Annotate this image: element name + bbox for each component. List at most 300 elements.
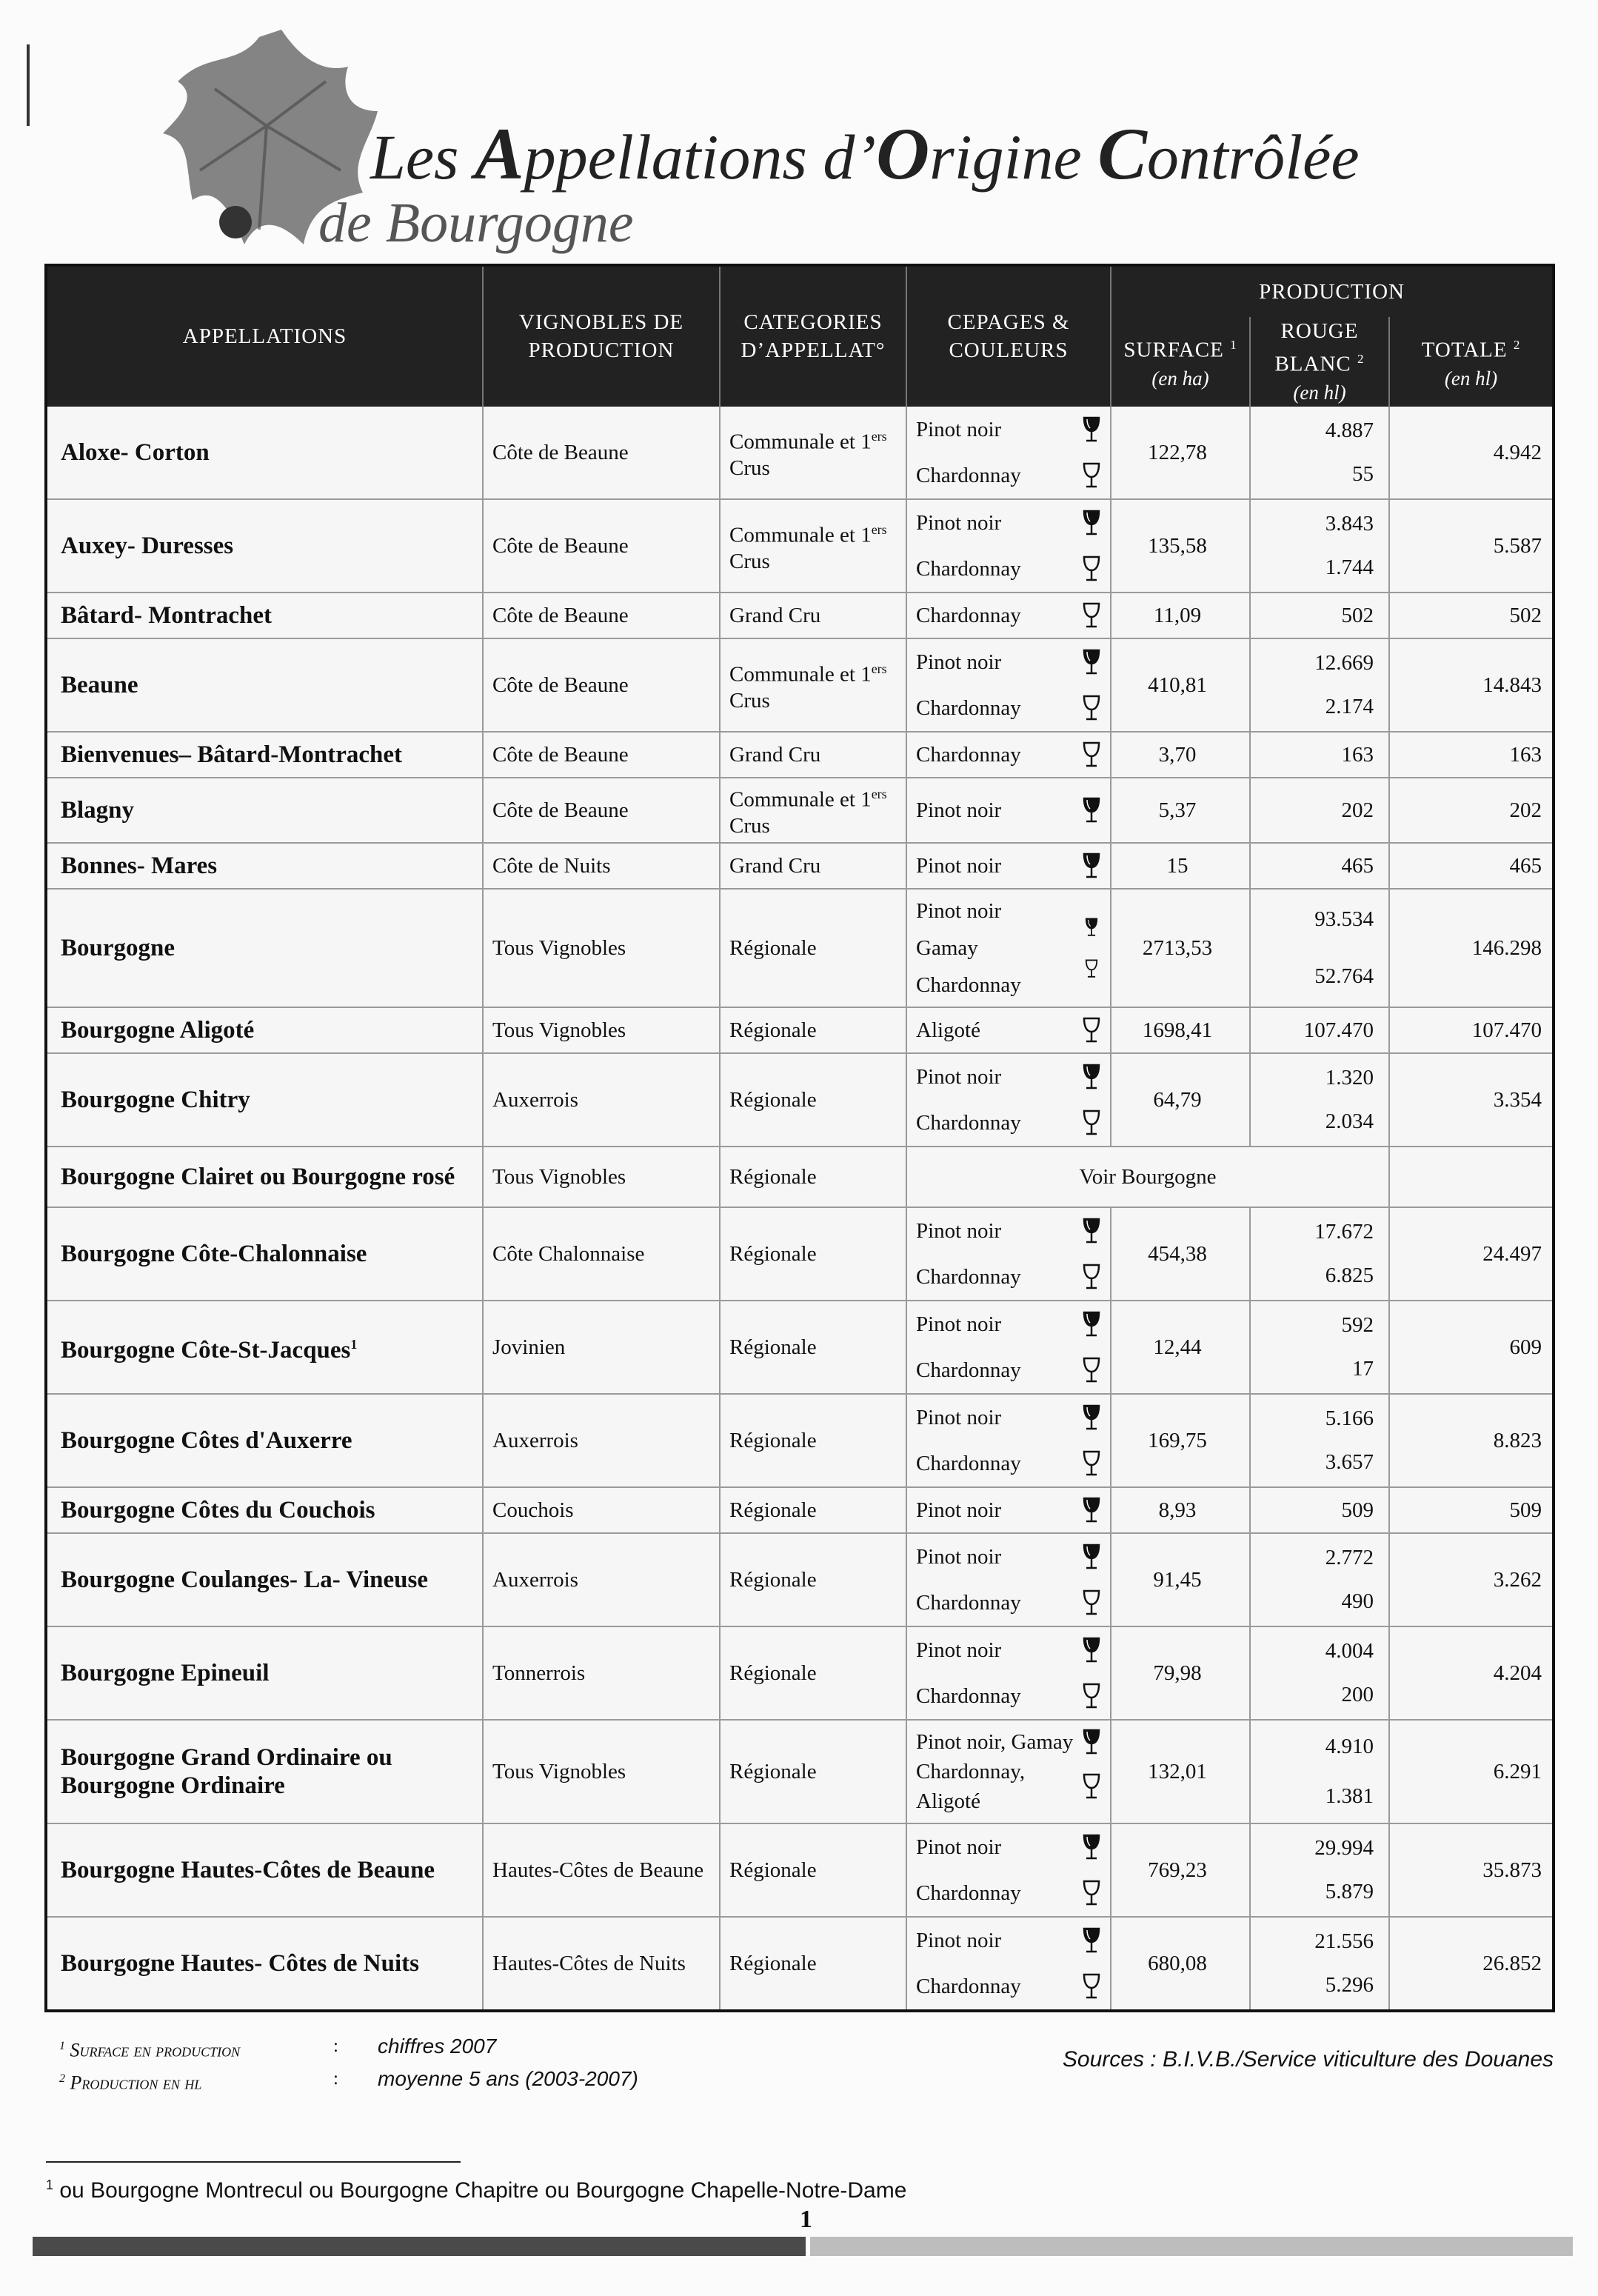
total-cell: 502 <box>1389 593 1554 638</box>
table-row <box>46 1207 1554 1301</box>
appellation-name: Bourgogne Côtes d'Auxerre <box>61 1426 352 1454</box>
cepage-name: Pinot noir <box>916 1544 1002 1569</box>
production-value: 55 <box>1352 462 1374 487</box>
production-cell <box>1250 1487 1389 1533</box>
appellation-name: Bourgogne Côte-St-Jacques <box>61 1336 351 1364</box>
surface-cell: 135,58 <box>1111 499 1250 593</box>
surface-cell: 79,98 <box>1111 1626 1250 1720</box>
cepage-name: Pinot noir <box>916 1405 1002 1429</box>
production-value: 502 <box>1341 603 1374 627</box>
surface-cell: 132,01 <box>1111 1720 1250 1823</box>
vignoble-cell: Auxerrois <box>483 1533 720 1626</box>
appellation-cell <box>46 778 483 843</box>
category-text: Crus <box>729 689 770 713</box>
total-cell: 465 <box>1389 843 1554 889</box>
cepage-line <box>916 1100 1101 1146</box>
total-cell: 609 <box>1389 1301 1554 1394</box>
header-totale: TOTALE $^2$ (en hl) <box>1389 317 1554 407</box>
cepage-cell <box>906 1053 1111 1147</box>
appellation-name: Bourgogne Epineuil <box>61 1659 270 1686</box>
red-wine-glass-icon <box>1082 1637 1101 1663</box>
vignoble-cell: Côte de Beaune <box>483 593 720 638</box>
vignoble-cell: Auxerrois <box>483 1394 720 1487</box>
appellation-name: Bourgogne Côtes du Couchois <box>61 1496 375 1524</box>
white-wine-glass-icon <box>1082 1109 1101 1136</box>
cepage-name: Pinot noir, Gamay <box>916 1729 1074 1754</box>
appellation-cell <box>46 593 483 638</box>
cepage-line <box>916 1870 1101 1916</box>
white-wine-glass-icon <box>1082 1357 1101 1384</box>
cepage-name: Pinot noir <box>916 1218 1002 1243</box>
total-cell: 4.942 <box>1389 407 1554 499</box>
cepage-line <box>916 1009 1101 1051</box>
cepage-list <box>916 892 1021 1004</box>
table-row <box>46 638 1554 732</box>
category-text: 1 <box>860 523 872 547</box>
production-cell <box>1250 1207 1389 1301</box>
cepage-cell <box>906 638 1111 732</box>
white-wine-glass-icon <box>1082 462 1101 489</box>
vignoble-cell: Côte Chalonnaise <box>483 1207 720 1301</box>
cepage-line <box>916 639 1101 685</box>
production-value: 17.672 <box>1314 1220 1374 1244</box>
red-wine-glass-icon <box>1082 649 1101 675</box>
category-cell: Grand Cru <box>720 593 906 638</box>
category-text: 1 <box>860 430 872 454</box>
white-wine-glass-icon <box>1082 1589 1101 1616</box>
cepage-name: Pinot noir <box>916 853 1002 878</box>
cepage-line <box>916 546 1101 592</box>
appellation-name: Bourgogne Chitry <box>61 1086 250 1113</box>
production-cell <box>1250 889 1389 1007</box>
appellation-name: Bâtard- Montrachet <box>61 601 273 629</box>
page-subtitle: de Bourgogne <box>318 192 634 254</box>
white-wine-glass-icon <box>1082 1773 1101 1800</box>
cepage-name: Chardonnay, Aligoté <box>916 1759 1026 1813</box>
table-row <box>46 1007 1554 1053</box>
white-wine-glass-icon <box>1082 959 1101 978</box>
category-cell: Régionale <box>720 1147 906 1207</box>
cepage-line <box>916 1627 1101 1673</box>
cepage-line <box>916 1489 1101 1531</box>
cepage-name: Chardonnay <box>916 695 1021 720</box>
cepage-cell <box>906 499 1111 593</box>
vignoble-cell: Côte de Beaune <box>483 407 720 499</box>
header-appellations: APPELLATIONS <box>46 265 483 407</box>
cepage-name: Pinot noir <box>916 798 1002 822</box>
cepage-line <box>916 500 1101 546</box>
appellation-cell <box>46 1823 483 1917</box>
cepage-cell <box>906 1626 1111 1720</box>
surface-cell: 64,79 <box>1111 1053 1250 1147</box>
cepage-line <box>916 1347 1101 1393</box>
surface-cell: 454,38 <box>1111 1207 1250 1301</box>
cepage-line <box>916 1580 1101 1626</box>
production-value: 4.910 <box>1325 1735 1374 1759</box>
cepage-cell <box>906 889 1111 1007</box>
white-wine-glass-icon <box>1082 1264 1101 1290</box>
cepage-name: Chardonnay <box>916 972 1021 997</box>
category-cell: Régionale <box>720 1301 906 1394</box>
cepage-line <box>916 685 1101 731</box>
cepage-line <box>916 1757 1101 1816</box>
table-row <box>46 732 1554 778</box>
appellation-cell <box>46 407 483 499</box>
table-row <box>46 1394 1554 1487</box>
table-row <box>46 889 1554 1007</box>
white-wine-glass-icon <box>1082 1880 1101 1906</box>
cepage-cell <box>906 1301 1111 1394</box>
cepage-cell <box>906 407 1111 499</box>
table-row <box>46 1533 1554 1626</box>
cepage-name: Pinot noir <box>916 417 1002 441</box>
appellation-cell <box>46 499 483 593</box>
note-production: $^2$ Production en hl : moyenne 5 ans (2003-2007) <box>59 2066 638 2094</box>
appellation-cell <box>46 1053 483 1147</box>
cepage-line <box>916 1727 1101 1757</box>
surface-cell: 91,45 <box>1111 1533 1250 1626</box>
appellation-cell <box>46 638 483 732</box>
total-cell: 14.843 <box>1389 638 1554 732</box>
surface-cell: 2713,53 <box>1111 889 1250 1007</box>
surface-cell: 1698,41 <box>1111 1007 1250 1053</box>
production-value: 52.764 <box>1314 964 1374 989</box>
red-wine-glass-icon <box>1082 1834 1101 1861</box>
cepage-cell <box>906 778 1111 843</box>
appellation-name: Beaune <box>61 671 138 698</box>
margin-mark <box>27 44 30 126</box>
total-cell: 35.873 <box>1389 1823 1554 1917</box>
category-text: Crus <box>729 550 770 574</box>
category-cell <box>720 778 906 843</box>
category-cell: Régionale <box>720 1007 906 1053</box>
sources: Sources : B.I.V.B./Service viticulture des Douanes <box>1062 2047 1554 2072</box>
production-value: 509 <box>1341 1498 1374 1522</box>
production-value: 5.879 <box>1325 1880 1374 1904</box>
category-text: Crus <box>729 456 770 481</box>
total-cell: 4.204 <box>1389 1626 1554 1720</box>
appellation-name: Bourgogne Grand Ordinaire ou Bourgogne Ordinaire <box>61 1743 392 1799</box>
category-cell <box>720 407 906 499</box>
appellation-name: Bourgogne Hautes-Côtes de Beaune <box>61 1856 435 1883</box>
production-value: 202 <box>1341 798 1374 822</box>
appellation-name: Bonnes- Mares <box>61 852 218 879</box>
cepage-name: Pinot noir <box>916 1928 1002 1952</box>
cepage-line <box>916 734 1101 775</box>
production-value: 2.034 <box>1325 1109 1374 1134</box>
footnote-divider <box>46 2161 461 2163</box>
production-value: 12.669 <box>1314 651 1374 675</box>
cepage-cell <box>906 732 1111 778</box>
category-cell: Régionale <box>720 1823 906 1917</box>
white-wine-glass-icon <box>1082 555 1101 582</box>
white-wine-glass-icon <box>1082 1017 1101 1044</box>
note-surface: $^1$ Surface en production : chiffres 2007 <box>59 2035 497 2061</box>
category-cell: Régionale <box>720 889 906 1007</box>
red-wine-glass-icon <box>1082 416 1101 443</box>
appellation-cell <box>46 1147 483 1207</box>
cepage-line <box>916 1534 1101 1580</box>
appellation-cell <box>46 1007 483 1053</box>
vignoble-cell: Couchois <box>483 1487 720 1533</box>
production-cell <box>1250 1823 1389 1917</box>
vignoble-cell: Côte de Beaune <box>483 778 720 843</box>
red-wine-glass-icon <box>1082 1497 1101 1524</box>
production-cell <box>1250 1917 1389 2011</box>
cepage-cell <box>906 1720 1111 1823</box>
category-sup: ers <box>871 521 887 537</box>
page-title: Les Appellations d’Origine Contrôlée <box>370 113 1360 195</box>
table-row <box>46 843 1554 889</box>
table-row <box>46 1147 1554 1207</box>
category-text: 1 <box>860 662 872 687</box>
production-cell <box>1250 1626 1389 1720</box>
white-wine-glass-icon <box>1082 1450 1101 1477</box>
page-number: 1 <box>800 2206 812 2233</box>
appellation-name: Bourgogne <box>61 934 175 961</box>
appellation-name: Auxey- Duresses <box>61 532 234 559</box>
header-categories: CATEGORIES D’APPELLAT° <box>720 265 906 407</box>
appellation-cell <box>46 1207 483 1301</box>
cepage-name: Chardonnay <box>916 1683 1021 1708</box>
production-value: 5.296 <box>1325 1973 1374 1998</box>
cepage-name: Pinot noir <box>916 1498 1002 1522</box>
cepage-name: Pinot noir <box>916 1835 1002 1859</box>
cepage-line <box>916 1054 1101 1100</box>
total-cell: 3.262 <box>1389 1533 1554 1626</box>
appellation-cell <box>46 1487 483 1533</box>
cepage-name: Gamay <box>916 935 978 960</box>
category-text: Communale et <box>729 430 861 454</box>
category-cell: Régionale <box>720 1626 906 1720</box>
cepage-cell <box>906 1823 1111 1917</box>
red-wine-glass-icon <box>1082 1064 1101 1090</box>
cepage-name: Pinot noir <box>916 1064 1002 1089</box>
cepage-name: Chardonnay <box>916 463 1021 487</box>
cepage-line <box>916 1395 1101 1441</box>
appellation-name: Bourgogne Coulanges- La- Vineuse <box>61 1566 428 1593</box>
appellation-name: Bourgogne Aligoté <box>61 1016 255 1044</box>
category-text: Crus <box>729 814 770 838</box>
surface-cell: 769,23 <box>1111 1823 1250 1917</box>
cepage-name: Chardonnay <box>916 603 1021 627</box>
surface-cell: 122,78 <box>1111 407 1250 499</box>
production-cell <box>1250 638 1389 732</box>
voir-cell: Voir Bourgogne <box>906 1147 1389 1207</box>
vignoble-cell: Côte de Beaune <box>483 499 720 593</box>
category-cell: Régionale <box>720 1394 906 1487</box>
surface-cell: 8,93 <box>1111 1487 1250 1533</box>
cepage-line <box>916 845 1101 887</box>
production-value: 163 <box>1341 742 1374 767</box>
white-wine-glass-icon <box>1082 1973 1101 2000</box>
cepage-cell <box>906 1394 1111 1487</box>
total-cell: 146.298 <box>1389 889 1554 1007</box>
cepage-name: Chardonnay <box>916 1974 1021 1998</box>
production-value: 29.994 <box>1314 1836 1374 1861</box>
production-value: 2.772 <box>1325 1546 1374 1570</box>
production-value: 3.843 <box>1325 512 1374 536</box>
cepage-line <box>916 1254 1101 1300</box>
header-vignobles: VIGNOBLES DE PRODUCTION <box>483 265 720 407</box>
surface-cell: 169,75 <box>1111 1394 1250 1487</box>
category-cell: Régionale <box>720 1533 906 1626</box>
appellation-name: Bienvenues– Bâtard-Montrachet <box>61 741 403 768</box>
red-wine-glass-icon <box>1082 1729 1101 1755</box>
production-value: 21.556 <box>1314 1929 1374 1954</box>
production-cell <box>1250 593 1389 638</box>
production-value: 5.166 <box>1325 1406 1374 1431</box>
category-cell: Régionale <box>720 1053 906 1147</box>
cepage-line <box>916 1441 1101 1486</box>
category-cell: Grand Cru <box>720 732 906 778</box>
total-cell: 163 <box>1389 732 1554 778</box>
table-row <box>46 1720 1554 1823</box>
cepage-line <box>916 1301 1101 1347</box>
cepage-name: Pinot noir <box>916 510 1002 535</box>
table-row <box>46 499 1554 593</box>
cepage-name: Chardonnay <box>916 742 1021 767</box>
cepage-line <box>916 595 1101 636</box>
red-wine-glass-icon <box>1082 510 1101 536</box>
cepage-cell <box>906 843 1111 889</box>
appellation-cell <box>46 1394 483 1487</box>
table-row <box>46 1487 1554 1533</box>
footnote-ref: 1 <box>350 1336 358 1352</box>
appellation-cell <box>46 1720 483 1823</box>
production-value: 107.470 <box>1303 1018 1374 1042</box>
cepage-name: Pinot noir <box>916 1638 1002 1662</box>
vignoble-cell: Tous Vignobles <box>483 1720 720 1823</box>
red-wine-glass-icon <box>1082 918 1101 937</box>
appellation-cell <box>46 1533 483 1626</box>
red-wine-glass-icon <box>1082 1311 1101 1338</box>
surface-cell: 3,70 <box>1111 732 1250 778</box>
cepage-cell <box>906 1007 1111 1053</box>
appellation-cell <box>46 843 483 889</box>
surface-cell: 15 <box>1111 843 1250 889</box>
production-cell <box>1250 843 1389 889</box>
table-row <box>46 778 1554 843</box>
production-cell <box>1250 778 1389 843</box>
surface-cell: 5,37 <box>1111 778 1250 843</box>
total-cell: 24.497 <box>1389 1207 1554 1301</box>
production-value: 465 <box>1341 853 1374 878</box>
production-value: 4.887 <box>1325 418 1374 443</box>
header-surface: SURFACE $^1$ (en ha) <box>1111 317 1250 407</box>
total-cell: 202 <box>1389 778 1554 843</box>
surface-cell: 11,09 <box>1111 593 1250 638</box>
vignoble-cell: Côte de Beaune <box>483 638 720 732</box>
production-value: 1.381 <box>1325 1784 1374 1809</box>
cepage-cell <box>906 1487 1111 1533</box>
category-cell: Régionale <box>720 1917 906 2011</box>
production-cell <box>1250 1394 1389 1487</box>
surface-cell: 12,44 <box>1111 1301 1250 1394</box>
header-production: PRODUCTION <box>1111 265 1554 317</box>
category-text: Communale et <box>729 523 861 547</box>
total-cell <box>1389 1147 1554 1207</box>
header-rouge-blanc: ROUGE BLANC $^2$ (en hl) <box>1250 317 1389 407</box>
production-cell <box>1250 1301 1389 1394</box>
cepage-line <box>916 1963 1101 2009</box>
cepage-name: Pinot noir <box>916 898 1002 923</box>
category-cell: Régionale <box>720 1487 906 1533</box>
surface-cell: 410,81 <box>1111 638 1250 732</box>
red-wine-glass-icon <box>1082 1218 1101 1244</box>
category-text: Communale et <box>729 662 861 687</box>
table-row <box>46 1823 1554 1917</box>
total-cell: 5.587 <box>1389 499 1554 593</box>
cepage-cell <box>906 593 1111 638</box>
white-wine-glass-icon <box>1082 695 1101 721</box>
footnote: $^1$ ou Bourgogne Montrecul ou Bourgogne Chapitre ou Bourgogne Chapelle-Notre-Dame <box>46 2177 907 2203</box>
appellations-table <box>44 264 1552 2012</box>
appellation-cell <box>46 732 483 778</box>
vignoble-cell: Auxerrois <box>483 1053 720 1147</box>
table-row <box>46 1301 1554 1394</box>
table-row <box>46 1917 1554 2011</box>
production-cell <box>1250 732 1389 778</box>
cepage-cell <box>906 1917 1111 2011</box>
appellation-name: Blagny <box>61 796 135 824</box>
red-wine-glass-icon <box>1082 1544 1101 1570</box>
vignoble-cell: Hautes-Côtes de Beaune <box>483 1823 720 1917</box>
total-cell: 26.852 <box>1389 1917 1554 2011</box>
vignoble-cell: Côte de Beaune <box>483 732 720 778</box>
category-cell <box>720 499 906 593</box>
cepage-cell <box>906 1207 1111 1301</box>
cepage-line <box>916 407 1101 453</box>
cepage-name: Chardonnay <box>916 556 1021 581</box>
cepage-name: Chardonnay <box>916 1451 1021 1475</box>
category-cell <box>720 638 906 732</box>
category-cell: Régionale <box>720 1720 906 1823</box>
header-cepages: CEPAGES & COULEURS <box>906 265 1111 407</box>
cepage-name: Chardonnay <box>916 1110 1021 1135</box>
category-cell: Grand Cru <box>720 843 906 889</box>
cepage-line <box>916 453 1101 498</box>
total-cell: 8.823 <box>1389 1394 1554 1487</box>
appellation-cell <box>46 1626 483 1720</box>
cepage-line <box>916 780 1101 841</box>
total-cell: 3.354 <box>1389 1053 1554 1147</box>
total-cell: 509 <box>1389 1487 1554 1533</box>
category-sup: ers <box>871 428 887 444</box>
category-text: 1 <box>860 787 872 812</box>
white-wine-glass-icon <box>1082 741 1101 768</box>
vignoble-cell: Tonnerrois <box>483 1626 720 1720</box>
cepage-cell <box>906 1533 1111 1626</box>
vignoble-cell: Tous Vignobles <box>483 1007 720 1053</box>
appellation-cell <box>46 1301 483 1394</box>
appellation-cell <box>46 1917 483 2011</box>
production-cell <box>1250 1533 1389 1626</box>
production-value: 3.657 <box>1325 1450 1374 1475</box>
production-value: 1.744 <box>1325 555 1374 580</box>
vignoble-cell: Hautes-Côtes de Nuits <box>483 1917 720 2011</box>
table-row <box>46 1626 1554 1720</box>
footer-bar-dark <box>33 2237 806 2256</box>
production-value: 4.004 <box>1325 1639 1374 1663</box>
footer-bar-light <box>810 2237 1573 2256</box>
cepage-name: Pinot noir <box>916 650 1002 674</box>
vignoble-cell: Tous Vignobles <box>483 1147 720 1207</box>
red-wine-glass-icon <box>1082 1404 1101 1431</box>
production-value: 6.825 <box>1325 1264 1374 1288</box>
cepage-name: Chardonnay <box>916 1358 1021 1382</box>
white-wine-glass-icon <box>1082 602 1101 629</box>
